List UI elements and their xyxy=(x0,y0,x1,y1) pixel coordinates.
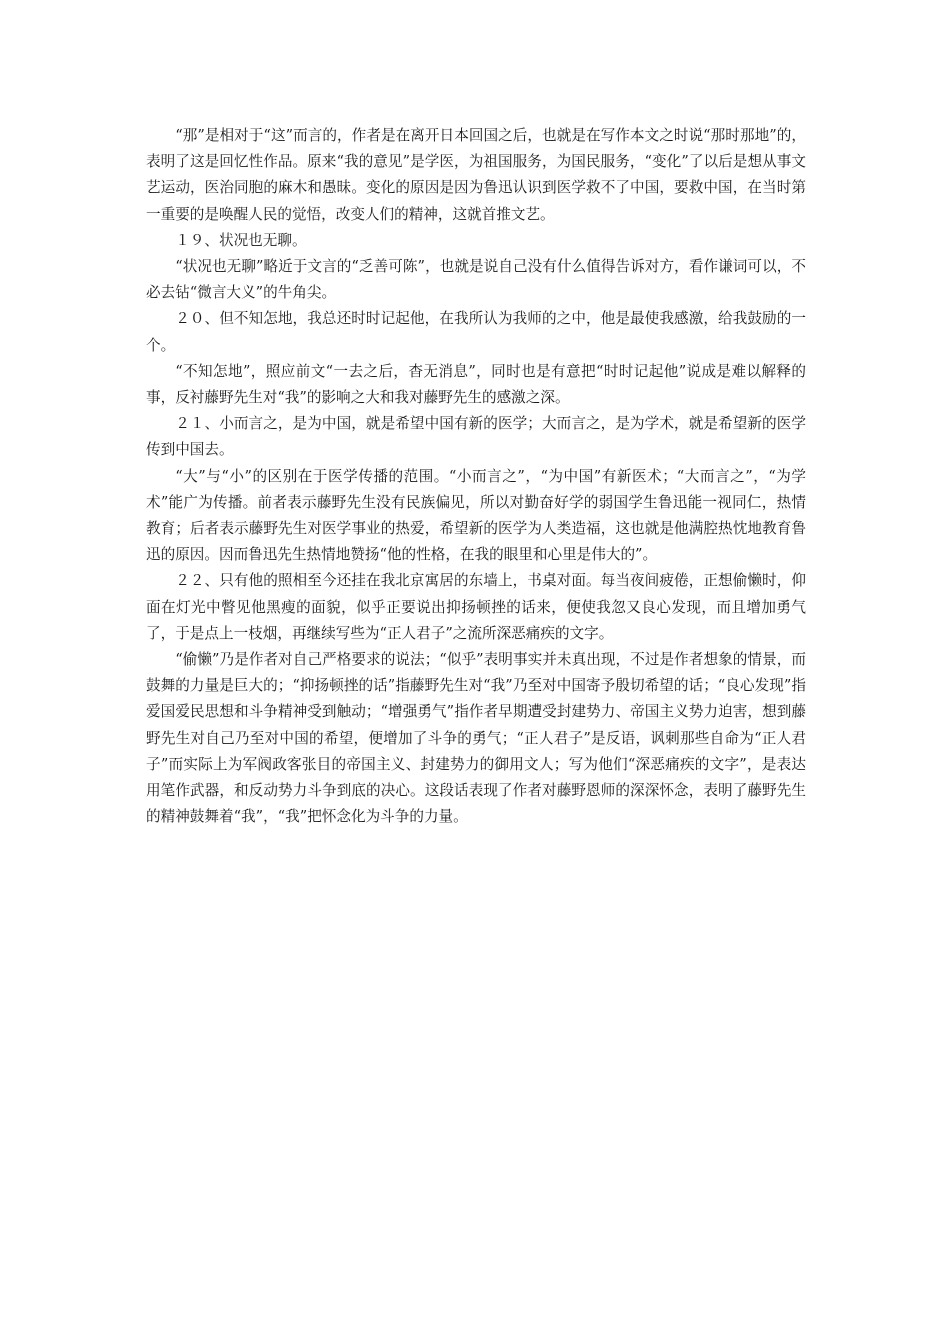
paragraph-analysis-22: “偷懒”乃是作者对自己严格要求的说法；“似乎”表明事实并未真出现，不过是作者想象的情景，而鼓舞的力量是巨大的；“抑扬顿挫的话”指藤野先生对“我”乃至对中国寄予殷切希望的话；“良心发现”指爱国爱民思想和斗争精神受到触动；“增强勇气”指作者早期遭受封建势力、帝国主义势力迫害，想到藤野先生对自己乃至对中国的希望，便增加了斗争的勇气；“正人君子”是反语，讽刺那些自命为“正人君子”而实际上为军阀政客张目的帝国主义、封建势力的御用文人；写为他们“深恶痛疾的文字”，是表达用笔作武器，和反动势力斗争到底的决心。这段话表现了作者对藤野恩师的深深怀念，表明了藤野先生的精神鼓舞着“我”，“我”把怀念化为斗争的力量。 xyxy=(146,651,806,826)
paragraph-analysis-20: “不知怎地”，照应前文“一去之后，杳无消息”，同时也是有意把“时时记起他”说成是难以解释的事，反衬藤野先生对“我”的影响之大和我对藤野先生的感激之深。 xyxy=(146,362,806,407)
paragraph-quote-20: ２０、但不知怎地，我总还时时记起他，在我所认为我师的之中，他是最使我感激，给我鼓励的一个。 xyxy=(146,310,806,354)
paragraph-analysis-18: “那”是相对于“这”而言的，作者是在离开日本回国之后，也就是在写作本文之时说“那时那地”的，表明了这是回忆性作品。原来“我的意见”是学医，为祖国服务，为国民服务，“变化”了以后是想从事文艺运动，医治同胞的麻木和愚昧。变化的原因是因为鲁迅认识到医学救不了中国，要救中国，在当时第一重要的是唤醒人民的觉悟，改变人们的精神，这就首推文艺。 xyxy=(146,127,806,223)
paragraph-quote-21: ２１、小而言之，是为中国，就是希望中国有新的医学；大而言之，是为学术，就是希望新的医学传到中国去。 xyxy=(146,415,806,459)
document-body xyxy=(146,123,806,830)
paragraph-analysis-19: “状况也无聊”略近于文言的“乏善可陈”，也就是说自己没有什么值得告诉对方，看作谦词可以，不必去钻“微言大义”的牛角尖。 xyxy=(146,258,806,302)
paragraph-analysis-21: “大”与“小”的区别在于医学传播的范围。“小而言之”，“为中国”有新医术；“大而言之”，“为学术”能广为传播。前者表示藤野先生没有民族偏见，所以对勤奋好学的弱国学生鲁迅能一视同仁，热情教育；后者表示藤野先生对医学事业的热爱，希望新的医学为人类造福，这也就是他满腔热忱地教育鲁迅的原因。因而鲁迅先生热情地赞扬“他的性格，在我的眼里和心里是伟大的”。 xyxy=(146,467,806,564)
paragraph-quote-22: ２２、只有他的照相至今还挂在我北京寓居的东墙上，书桌对面。每当夜间疲倦，正想偷懒时，仰面在灯光中瞥见他黑瘦的面貌，似乎正要说出抑扬顿挫的话来，便使我忽又良心发现，而且增加勇气了，于是点上一枝烟，再继续写些为“正人君子”之流所深恶痛疾的文字。 xyxy=(146,572,806,642)
paragraph-quote-19: １９、状况也无聊。 xyxy=(175,231,307,249)
